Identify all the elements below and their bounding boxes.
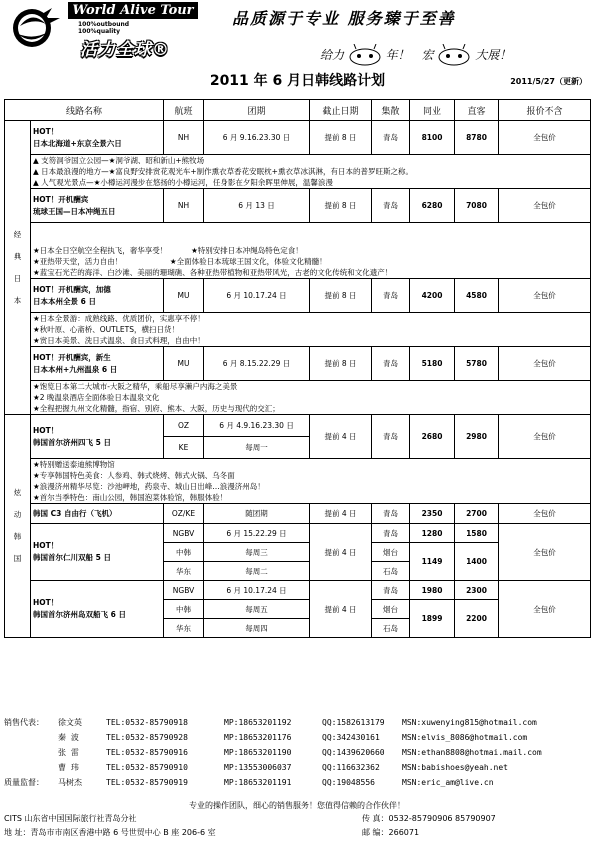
contact-msn: MSN:xuwenying815@hotmail.com [402,718,537,727]
contact-qq: QQ:1582613179 [322,718,385,727]
contact-qq: QQ:342430161 [322,733,380,742]
direct-price: 2300 [455,581,499,600]
sales-label: 销售代表： [4,718,44,727]
col-header-route: 线路名称 [5,100,164,121]
col-header-excl: 报价不含 [499,100,591,121]
tour-dates: 6 月 4.9.16.23.30 日 [204,415,310,437]
price-excl: 全包价 [499,415,591,459]
flight: 华东 [164,562,204,581]
trade-price: 4200 [410,279,455,313]
tour-dates: 6 月 15.22.29 日 [204,524,310,543]
trade-price: 1980 [410,581,455,600]
region-japan: 经 典 日 本 [5,121,31,415]
deadline: 提前 4 日 [310,504,372,524]
slogan-part-2: 年！ [385,47,410,62]
table-row [5,381,591,415]
contact-mobile: MP:13553006037 [224,763,292,772]
price-excl: 全包价 [499,504,591,524]
deadline: 提前 8 日 [310,121,372,155]
price-excl: 全包价 [499,347,591,381]
route-name: HOT！开机酬宾，加德 日本本州全景 6 日 [31,279,164,313]
trade-price: 1280 [410,524,455,543]
route-name: HOT！开机酬宾，新生 日本本州+九州温泉 6 日 [31,347,164,381]
brand-tagline-1: 100%outbound [78,21,130,28]
table-row [5,504,591,524]
brand-name-en: World Alive Tour [68,2,198,19]
deadline: 提前 4 日 [310,581,372,638]
flight: NH [164,189,204,223]
flight: OZ [164,415,204,437]
direct-price: 2980 [455,415,499,459]
slogan-part-4: 大展！ [475,47,512,62]
tour-dates: 6 月 13 日 [204,189,310,223]
table-row [5,581,591,600]
flight: 中韩 [164,543,204,562]
contact-qq: QQ:19048556 [322,778,375,787]
deadline: 提前 8 日 [310,347,372,381]
direct-price: 4580 [455,279,499,313]
trade-price: 6280 [410,189,455,223]
flight: NH [164,121,204,155]
direct-price: 2700 [455,504,499,524]
brand-name-cn: 活力全球® [80,40,170,60]
route-name: HOT！开机酬宾 琉球王国—日本冲绳五日 [31,189,164,223]
direct-price: 5780 [455,347,499,381]
contact-tel: TEL:0532-85790918 [106,718,188,727]
price-excl: 全包价 [499,581,591,638]
slogan: 品质源于专业 服务臻于至善 [232,9,456,28]
route-description: ▲ 支笏洞爷国立公园—★洞爷湖、昭和新山+熊牧场 ▲ 日本最浪漫的地方—★富良野安排赏花观光车+制作熏衣草香花安眠枕+熏衣草冰淇淋，有日本的普罗旺斯之称。 ▲ 人气观光景点—★小樽运河漫步在悠扬的小樽运河，任身影在夕阳余晖里伸展，温馨浪漫 [31,155,591,189]
departure-city: 青岛 [372,581,410,600]
col-header-dates: 团期 [204,100,310,121]
contact-name: 马树杰 [58,778,82,787]
contact-mobile: MP:18653201191 [224,778,292,787]
trade-price: 8100 [410,121,455,155]
direct-price: 1400 [455,543,499,581]
table-row [5,121,591,155]
departure-city: 青岛 [372,347,410,381]
contact-tel: TEL:0532-85790916 [106,748,188,757]
trade-price: 2680 [410,415,455,459]
direct-price: 8780 [455,121,499,155]
globe-logo-icon [6,2,62,50]
flight: OZ/KE [164,504,204,524]
price-excl: 全包价 [499,121,591,155]
motto: 专业的操作团队，细心的销售服务！您值得信赖的合作伙伴！ [189,801,405,810]
contact-mobile: MP:18653201192 [224,718,292,727]
table-row [5,279,591,313]
contact-msn: MSN:eric_am@live.cn [402,778,494,787]
tour-dates: 6 月 8.15.22.29 日 [204,347,310,381]
route-name: 韩国 C3 自由行（飞机） [31,504,164,524]
table-row [5,155,591,189]
table-header-row [5,100,591,121]
tour-dates: 每周二 [204,562,310,581]
departure-city: 石岛 [372,619,410,638]
update-date: 2011/5/27（更新） [510,77,587,86]
contact-msn: MSN:babishoes@yeah.net [402,763,508,772]
departure-city: 青岛 [372,415,410,459]
flight: NGBV [164,524,204,543]
departure-city: 青岛 [372,189,410,223]
address: 地 址：青岛市市南区香港中路 6 号世贸中心 B 座 206-6 室 [4,828,216,837]
route-name: HOT！ 韩国首尔济州四飞 5 日 [31,415,164,459]
deadline: 提前 8 日 [310,279,372,313]
table-row [5,347,591,381]
departure-city: 青岛 [372,504,410,524]
trade-price: 5180 [410,347,455,381]
slogan-part-1: 给力 [320,47,345,62]
direct-price: 2200 [455,600,499,638]
route-description: ★日本全日空航空全程执飞，奢华享受！ ★特别安排日本冲绳岛特色定食！ ★亚热带天堂，活力自由！ ★全面体验日本琉球王国文化，体验文化精髓！ ★蓝宝石光芒的海洋、白沙滩、美丽的珊瑚礁、各种亚热带植物和亚热带风光，古老的文化传统和文化遗产！ [31,223,591,279]
route-description: ★日本全景游：成熟线路、优质团价，实惠享不停！ ★秋叶原、心斋桥、OUTLETS，横扫日货！ ★赏日本美景、洗日式温泉、食日式料理，自由中！ [31,313,591,347]
contact-msn: MSN:ethan8808@hotmai.mail.com [402,748,542,757]
route-name: HOT！ 日本北海道+东京全景六日 [31,121,164,155]
route-name: HOT！ 韩国首尔仁川双船 5 日 [31,524,164,581]
contact-tel: TEL:0532-85790928 [106,733,188,742]
flight: NGBV [164,581,204,600]
deadline: 提前 4 日 [310,415,372,459]
departure-city: 烟台 [372,543,410,562]
fax: 传 真：0532-85790906 85790907 [362,814,496,823]
contact-msn: MSN:elvis_8086@hotmail.com [402,733,528,742]
route-name: HOT！ 韩国首尔济州岛双船飞 6 日 [31,581,164,638]
route-description: ★饱览日本第二大城市-大阪之精华，乘船尽享濑户内海之美景 ★2 晚温泉酒店全面体验日本温泉文化 ★全程把握九州文化精髓，指宿、别府、熊本、大阪，历史与现代的交汇； [31,381,591,415]
tour-dates: 随团期 [204,504,310,524]
departure-city: 烟台 [372,600,410,619]
contact-tel: TEL:0532-85790910 [106,763,188,772]
brand-tagline-2: 100%quality [78,28,121,35]
page-title: 2011 年 6 月日韩线路计划 [209,73,386,89]
tour-dates: 6 月 10.17.24 日 [204,279,310,313]
table-row [5,415,591,437]
trade-price: 1149 [410,543,455,581]
tour-dates: 6 月 10.17.24 日 [204,581,310,600]
trade-price: 1899 [410,600,455,638]
col-header-trade: 同业 [410,100,455,121]
tour-dates: 每周三 [204,543,310,562]
company-name: CITS 山东省中国国际旅行社青岛分社 [4,814,137,823]
deadline: 提前 8 日 [310,189,372,223]
flight: MU [164,279,204,313]
contact-mobile: MP:18653201176 [224,733,292,742]
price-excl: 全包价 [499,189,591,223]
table-row [5,223,591,279]
col-header-deadline: 截止日期 [310,100,372,121]
flight: 中韩 [164,600,204,619]
tour-dates: 每周五 [204,600,310,619]
contact-name: 张 雷 [58,748,79,757]
contact-name: 徐文英 [58,718,82,727]
tour-dates: 6 月 9.16.23.30 日 [204,121,310,155]
departure-city: 青岛 [372,121,410,155]
contact-name: 秦 波 [58,733,79,742]
contact-qq: QQ:116632362 [322,763,380,772]
header [0,0,595,75]
table-row [5,459,591,504]
departure-city: 青岛 [372,279,410,313]
direct-price: 1580 [455,524,499,543]
slogan-part-3: 宏 [421,47,434,62]
deadline: 提前 4 日 [310,524,372,581]
tour-dates: 每周一 [204,437,310,459]
supervisor-label: 质量监督： [4,778,44,787]
flight: MU [164,347,204,381]
rabbit-face-icon [437,44,471,66]
price-excl: 全包价 [499,279,591,313]
zip-code: 邮 编：266071 [362,828,420,837]
col-header-flight: 航班 [164,100,204,121]
col-header-direct: 直客 [455,100,499,121]
departure-city: 青岛 [372,524,410,543]
contact-name: 曹 玮 [58,763,79,772]
route-description: ★特别赠送泰迪熊博物馆 ★专享韩国特色美食：人参鸡、韩式烧烤、韩式火锅、乌冬面 ★浪漫济州精华尽览：沙池岬地，药泉寺、城山日出峰…浪漫济州岛！ ★首尔当季特色：南山公园，韩国泡菜体验馆，韩服体验！ [31,459,591,504]
region-korea: 炫 动 韩 国 [5,415,31,638]
rabbit-face-icon [348,44,382,66]
table-row [5,313,591,347]
flight: KE [164,437,204,459]
tour-dates: 每周四 [204,619,310,638]
direct-price: 7080 [455,189,499,223]
price-excl: 全包价 [499,524,591,581]
itinerary-table [4,99,591,638]
contact-mobile: MP:18653201190 [224,748,292,757]
contact-qq: QQ:1439620660 [322,748,385,757]
col-header-city: 集散 [372,100,410,121]
flight: 华东 [164,619,204,638]
table-row [5,524,591,543]
departure-city: 石岛 [372,562,410,581]
table-row [5,189,591,223]
trade-price: 2350 [410,504,455,524]
slogan-secondary [320,44,511,66]
contact-tel: TEL:0532-85790919 [106,778,188,787]
